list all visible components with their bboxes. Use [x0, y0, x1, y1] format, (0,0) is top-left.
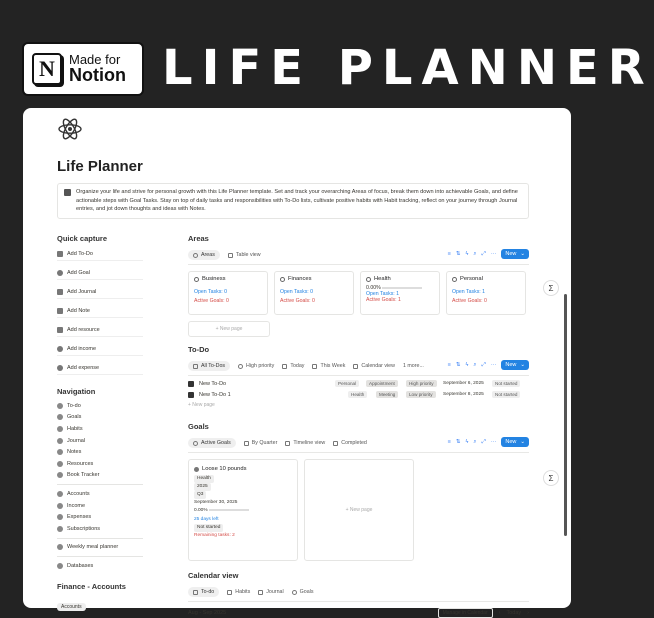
area-card-health[interactable] [360, 271, 440, 315]
todo-row[interactable] [188, 389, 529, 400]
nav-label: Notes [67, 449, 82, 456]
areas-title: Areas [188, 234, 209, 243]
divider [188, 375, 529, 376]
chevron-down-icon: ⌄ [520, 439, 525, 445]
tab-label: High priority [246, 363, 275, 369]
nav-label: Accounts [67, 490, 90, 497]
qc-label: Add Goal [67, 269, 90, 276]
chevron-down-icon: ⌄ [520, 362, 525, 368]
target-icon [193, 441, 198, 446]
areas-toolbar [448, 249, 529, 259]
today-button[interactable]: Today [506, 610, 522, 616]
finance-accounts-pill[interactable]: Accounts [57, 603, 86, 611]
goals-new-button[interactable] [501, 437, 529, 447]
tab-all-todos[interactable] [188, 361, 230, 371]
pen-icon [258, 590, 263, 595]
new-label: New [505, 251, 517, 257]
nav-label: Expenses [67, 514, 92, 521]
area-card-business[interactable] [188, 271, 268, 315]
tab-label: This Week [320, 363, 346, 369]
circle-icon [452, 277, 457, 282]
note-icon [57, 449, 63, 455]
income-icon [57, 503, 63, 509]
quick-capture-add-income[interactable] [57, 342, 143, 356]
tab-label: Habits [235, 589, 251, 595]
calendar-header [188, 608, 529, 618]
filter-icon[interactable]: ≡ [447, 439, 451, 445]
card-title: Health [374, 276, 391, 282]
more-icon[interactable]: ··· [490, 251, 497, 257]
tab-label: Today [290, 363, 305, 369]
intro-text: Organize your life and strive for personal growth with this Life Planner template. Set and track your overarching Areas of focus, break them down into achievable Goals, and define actionable steps with Goal Tasks. Stay on top of daily tasks and responsibilities with To-Do lists, cultivate positive habits with Habit tracking, reflect on your journey through Journal entries, and jot down thoughts and ideas with Notes. [76, 189, 518, 213]
tab-high-priority[interactable] [238, 363, 274, 369]
nav-item-resources[interactable] [57, 458, 143, 470]
database-icon [57, 563, 63, 569]
right-column [188, 234, 529, 618]
checkbox-icon [57, 403, 63, 409]
status-badge: Not started [194, 524, 223, 532]
lightning-icon[interactable]: ϟ [465, 251, 469, 257]
progress-bar [209, 509, 249, 511]
expense-icon [57, 365, 63, 371]
checkbox-icon[interactable] [188, 392, 194, 398]
calendar-tabs [188, 586, 529, 598]
filter-icon[interactable]: ≡ [447, 251, 451, 257]
todo-tabs [188, 360, 529, 372]
circle-icon [366, 277, 371, 282]
navigation-title: Navigation [57, 387, 96, 396]
todo-area: Health [348, 391, 367, 398]
card-icon [57, 526, 63, 532]
open-tasks: Open Tasks: 1 [452, 289, 486, 295]
badge-made-for: Made for [69, 51, 121, 67]
nav-item-journal[interactable] [57, 435, 143, 447]
goal-name: Loose 10 pounds [202, 466, 247, 472]
flag-icon [238, 364, 243, 369]
area-card-finances[interactable] [274, 271, 354, 315]
timeline-icon [285, 441, 290, 446]
qc-label: Add income [67, 345, 97, 352]
circle-icon [194, 277, 199, 282]
active-goals: Active Goals: 0 [194, 298, 229, 304]
nav-item-subscriptions[interactable] [57, 523, 143, 535]
more-icon[interactable]: ··· [490, 439, 497, 445]
sigma-icon[interactable]: Σ [543, 470, 559, 486]
income-icon [57, 346, 63, 352]
new-label: New [505, 362, 517, 368]
tab-label: Active Goals [201, 440, 231, 446]
quick-capture-title: Quick capture [57, 234, 108, 243]
goal-date: September 30, 2025 [194, 500, 238, 506]
lightning-icon[interactable]: ϟ [465, 362, 469, 368]
search-icon[interactable]: ⌕ [473, 438, 477, 445]
card-title: Personal [460, 276, 483, 282]
goals-title: Goals [188, 422, 209, 431]
areas-new-button[interactable] [501, 249, 529, 259]
calendar-icon [282, 364, 287, 369]
todo-name: New To-Do 1 [199, 391, 231, 398]
tab-this-week[interactable] [312, 363, 345, 369]
search-icon[interactable]: ⌕ [473, 361, 477, 368]
card-title: Finances [288, 276, 312, 282]
expand-icon[interactable]: ⤢ [481, 250, 486, 257]
progress-bar [382, 287, 422, 289]
todo-new-page[interactable]: + New page [188, 402, 215, 408]
expand-icon[interactable]: ⤢ [481, 438, 486, 445]
banner-title: LIFE PLANNER [162, 40, 654, 96]
tab-label: Table view [235, 252, 261, 258]
todo-date: September 8, 2025 [443, 392, 484, 397]
goal-year: 2025 [194, 483, 211, 491]
tab-cal-todo[interactable] [188, 587, 219, 597]
tab-active-goals[interactable] [188, 438, 236, 448]
checkbox-icon [57, 251, 63, 257]
checkbox-icon[interactable] [188, 381, 194, 387]
expand-icon[interactable]: ⤢ [481, 361, 486, 368]
tab-cal-habits[interactable] [227, 589, 250, 595]
areas-tabs [188, 249, 529, 261]
expense-icon [57, 514, 63, 520]
notion-page [23, 108, 571, 616]
nav-label: To-do [67, 402, 81, 409]
tab-by-quarter[interactable] [244, 440, 278, 446]
nav-item-todo[interactable] [57, 400, 143, 412]
circle-icon [193, 253, 198, 258]
qc-label: Add Journal [67, 288, 97, 295]
nav-item-weekly-meal-planner[interactable] [57, 542, 143, 554]
remaining-tasks: Remaining tasks: 2 [194, 532, 235, 538]
divider [57, 484, 143, 485]
bookmark-icon [57, 327, 63, 333]
card-title: Business [202, 276, 226, 282]
qc-label: Add expense [67, 364, 100, 371]
quick-capture-add-expense[interactable] [57, 361, 143, 375]
nav-label: Habits [67, 425, 83, 432]
goal-quarter: Q3 [194, 491, 206, 499]
area-card-personal[interactable] [446, 271, 526, 315]
tab-label: Journal [266, 589, 284, 595]
progress-pct: 0.00% [366, 285, 381, 291]
meal-icon [57, 544, 63, 550]
nav-item-goals[interactable] [57, 412, 143, 424]
table-icon [228, 253, 233, 258]
tab-cal-journal[interactable] [258, 589, 283, 595]
checkbox-icon [333, 441, 338, 446]
sort-icon[interactable]: ⇅ [455, 251, 461, 257]
goals-board [188, 459, 529, 561]
target-icon [57, 414, 63, 420]
tab-label: Calendar view [361, 363, 395, 369]
open-tasks: Open Tasks: 0 [280, 289, 314, 295]
todo-date: September 6, 2025 [443, 381, 484, 386]
calendar-icon [353, 364, 358, 369]
status-badge: Not started [492, 391, 520, 398]
qc-label: Add resource [67, 326, 100, 333]
tab-completed[interactable] [333, 440, 367, 446]
todo-priority: High priority [406, 380, 437, 387]
active-goals: Active Goals: 1 [366, 297, 401, 303]
open-tasks: Open Tasks: 0 [194, 289, 228, 295]
repeat-icon [57, 426, 63, 432]
tab-label: Completed [341, 440, 367, 446]
todo-row[interactable] [188, 378, 529, 389]
active-goals: Active Goals: 0 [452, 298, 487, 304]
scrollbar[interactable] [564, 294, 567, 536]
todo-priority: Low priority [406, 391, 436, 398]
chevron-left-icon[interactable]: ‹ [498, 610, 501, 616]
tab-table-view[interactable] [228, 252, 261, 258]
nav-label: Subscriptions [67, 525, 101, 532]
qc-label: Add Note [67, 307, 90, 314]
quick-capture-add-resource[interactable] [57, 323, 143, 337]
areas-new-page[interactable]: + New page [188, 321, 270, 337]
qc-label: Add To-Do [67, 250, 93, 257]
nav-label: Databases [67, 562, 94, 569]
tab-cal-goals[interactable] [292, 589, 314, 595]
nav-label: Journal [67, 437, 86, 444]
divider [57, 556, 143, 557]
more-icon[interactable]: ··· [490, 362, 497, 368]
chevron-down-icon: ⌄ [520, 251, 525, 257]
sigma-icon[interactable]: Σ [543, 280, 559, 296]
tab-label: By Quarter [251, 440, 278, 446]
note-icon [57, 308, 63, 314]
tab-label: All To-Dos [201, 363, 226, 369]
open-tasks: Open Tasks: 1 [366, 291, 400, 297]
target-icon [292, 590, 297, 595]
nav-item-income[interactable] [57, 500, 143, 512]
chevron-right-icon[interactable]: › [527, 610, 529, 616]
circle-icon [280, 277, 285, 282]
checkbox-icon [193, 590, 198, 595]
calendar-icon [312, 364, 317, 369]
status-badge: Not started [492, 380, 520, 387]
manage-in-calendar-button[interactable]: Manage in Calendar [438, 608, 493, 618]
quick-capture-add-journal[interactable] [57, 285, 143, 299]
badge-notion: Notion [69, 65, 126, 86]
todo-new-button[interactable] [501, 360, 529, 370]
progress-pct: 0.00% [194, 508, 208, 514]
goals-toolbar [448, 437, 529, 447]
quick-capture-add-todo[interactable] [57, 247, 143, 261]
bank-icon [57, 491, 63, 497]
todo-area: Personal [335, 380, 359, 387]
target-icon [57, 270, 63, 276]
new-label: New [505, 439, 517, 445]
nav-item-databases[interactable] [57, 560, 143, 572]
notion-logo-icon: N [32, 53, 62, 85]
made-for-notion-badge [22, 42, 144, 96]
checkbox-icon [193, 364, 198, 369]
search-icon[interactable]: ⌕ [473, 250, 477, 257]
nav-label: Weekly meal planner [67, 544, 119, 551]
goal-card[interactable] [188, 459, 298, 561]
nav-label: Book Tracker [67, 472, 100, 479]
tab-timeline-view[interactable] [285, 440, 325, 446]
divider [57, 538, 143, 539]
nav-label: Resources [67, 460, 94, 467]
nav-item-expenses[interactable] [57, 511, 143, 523]
todo-type: Appointment [366, 380, 398, 387]
goals-new-page[interactable]: + New page [304, 459, 414, 561]
nav-item-habits[interactable] [57, 423, 143, 435]
tab-label: To-do [201, 589, 215, 595]
nav-item-accounts[interactable] [57, 488, 143, 500]
todo-toolbar [448, 360, 529, 370]
tab-areas[interactable] [188, 250, 220, 260]
nav-label: Goals [67, 414, 82, 421]
active-goals: Active Goals: 0 [280, 298, 315, 304]
tab-label: 1 more... [402, 363, 424, 369]
board-icon [244, 441, 249, 446]
sort-icon[interactable]: ⇅ [455, 362, 461, 368]
finance-accounts-title: Finance - Accounts [57, 581, 126, 591]
book-icon [57, 472, 63, 478]
tab-more[interactable] [403, 363, 424, 369]
calendar-title: Calendar view [188, 571, 239, 580]
intro-callout [57, 183, 529, 219]
tab-label: Timeline view [293, 440, 326, 446]
divider [188, 452, 529, 453]
todo-type: Meeting [376, 391, 398, 398]
days-left: 25 days left [194, 516, 219, 522]
sort-icon[interactable]: ⇅ [455, 439, 461, 445]
tab-label: Goals [299, 589, 314, 595]
divider [188, 264, 529, 265]
tab-today[interactable] [282, 363, 304, 369]
lightning-icon[interactable]: ϟ [465, 439, 469, 445]
quick-capture-add-note[interactable] [57, 304, 143, 318]
pen-icon [57, 438, 63, 444]
left-column [57, 234, 143, 613]
divider [188, 601, 529, 602]
areas-cards [188, 271, 529, 315]
tab-label: Areas [201, 252, 215, 258]
goal-area: Health [194, 475, 214, 483]
goals-tabs [188, 437, 529, 449]
callout-icon [64, 189, 71, 196]
tab-calendar-view[interactable] [353, 363, 395, 369]
nav-item-notes[interactable] [57, 446, 143, 458]
todo-name: New To-Do [199, 380, 227, 387]
nav-item-book-tracker[interactable] [57, 470, 143, 482]
bookmark-icon [57, 461, 63, 467]
quick-capture-add-goal[interactable] [57, 266, 143, 280]
calendar-icon [227, 590, 232, 595]
page-title: Life Planner [57, 158, 143, 175]
calendar-range: Aug - Sep 2025 [188, 610, 227, 616]
target-icon [194, 467, 199, 472]
nav-label: Income [67, 502, 86, 509]
todo-title: To-Do [188, 345, 210, 354]
filter-icon[interactable]: ≡ [447, 362, 451, 368]
atom-icon [57, 116, 83, 142]
pen-icon [57, 289, 63, 295]
